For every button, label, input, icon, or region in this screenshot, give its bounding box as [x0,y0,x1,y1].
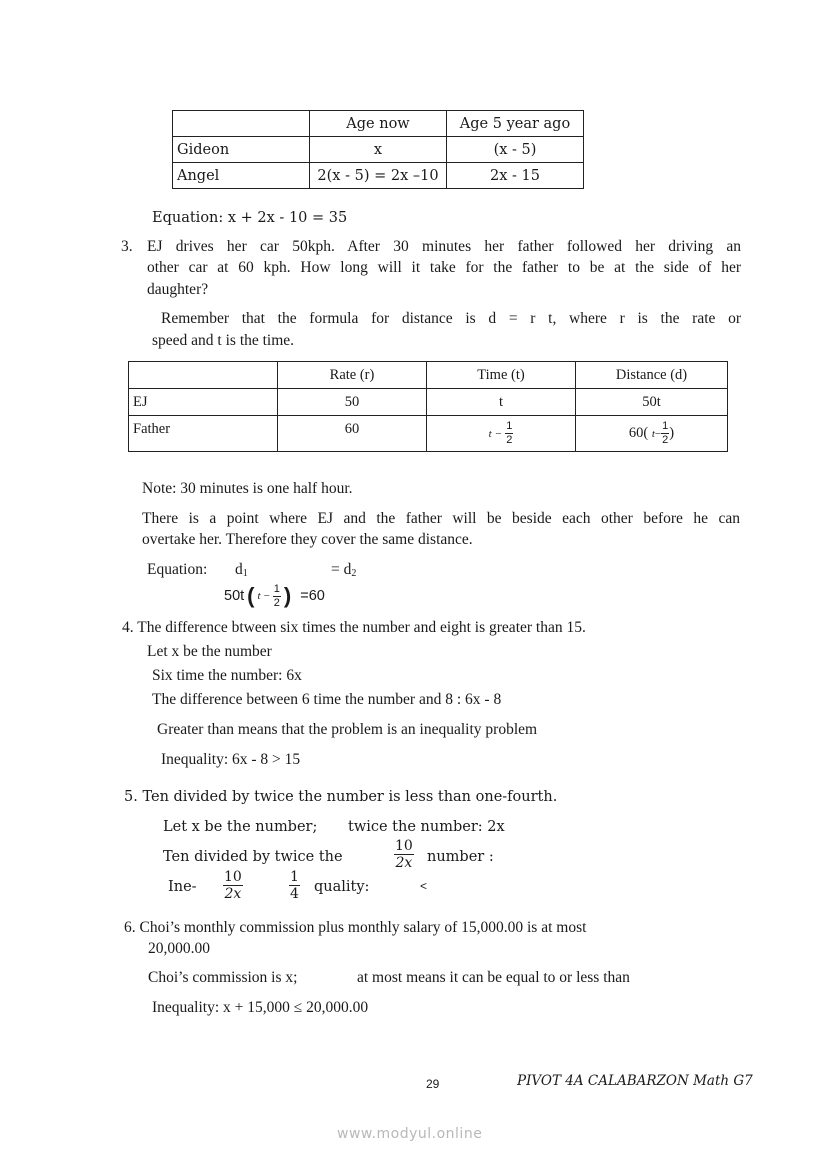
fraction: $\frac{1}{2}$ [273,582,280,609]
distance-formula-note-2: speed and t is the time. [152,332,295,349]
fraction: $\frac{1}{2}$ [506,420,513,446]
explanation-line-1: There is a point where EJ and the father will be beside each other before he can [142,510,740,527]
problem-6-inequality: Inequality: x + 15,000 ≤ 20,000.00 [152,999,369,1016]
ages-table [172,110,584,189]
fraction: $\frac{1}{2}$ [662,420,669,446]
table-row [173,163,584,189]
problem-5-let: Let x be the number; [163,819,318,835]
problem-5-ten-divided: Ten divided by twice the [163,849,343,865]
problem-5-quality: quality: [314,879,370,895]
ages-equation: Equation: x + 2x - 10 = 35 [152,210,348,226]
problem-6-title-1: 6. Choi’s monthly commission plus monthly salary of 15,000.00 is at most [124,919,587,936]
problem-4-six: Six time the number: 6x [152,667,302,684]
table-header-cell: Time (t) [427,362,576,389]
distance-table [128,361,728,452]
table-cell: 50 [278,389,427,416]
table-header-cell: Age 5 year ago [447,111,584,137]
page-number: 29 [426,1077,440,1091]
problem-3-line-2: other car at 60 kph. How long will it take for the father to be at the side of her [147,259,741,276]
watermark: www.modyul.online [337,1126,483,1142]
problem-4-title: 4. The difference btween six times the number and eight is greater than 15. [122,619,586,636]
equation-d2: = $d_2$ [331,561,357,579]
table-cell: 60 [278,416,427,452]
distance-formula-note: Remember that the formula for distance is d = r t, where r is the rate or [161,310,741,327]
problem-4-inequality: Inequality: 6x - 8 > 15 [161,751,301,768]
problem-5-twice: twice the number: 2x [348,819,505,835]
table-header-cell: Distance (d) [576,362,728,389]
problem-6-at-most: at most means it can be equal to or less than [357,969,630,986]
table-header-row [173,111,584,137]
table-row [129,416,728,452]
equation-label: Equation: [147,561,208,578]
table-header-cell [173,111,310,137]
table-cell: 2x - 15 [447,163,584,189]
table-cell: 2(x - 5) = 2x –10 [310,163,447,189]
problem-4-difference: The difference between 6 time the number and 8 : 6x - 8 [152,691,502,708]
problem-4-greater: Greater than means that the problem is an inequality problem [157,721,538,738]
table-cell: EJ [129,389,278,416]
table-cell: Father [129,416,278,452]
problem-5-number-label: number : [427,849,494,865]
table-row [129,389,728,416]
table-cell: Gideon [173,137,310,163]
problem-3-number: 3. [121,238,133,255]
table-cell: x [310,137,447,163]
problem-3-line-1: EJ drives her car 50kph. After 30 minutes her father followed her driving an [147,238,741,255]
less-than-sign: < [420,879,428,893]
table-cell: t [427,389,576,416]
problem-6-commission: Choi’s commission is x; [148,969,298,986]
fraction-10-over-2x: $\frac{10}{2x}$ [395,838,413,871]
footer-title: PIVOT 4A CALABARZON Math G7 [517,1073,753,1089]
table-header-cell [129,362,278,389]
table-header-cell: Rate (r) [278,362,427,389]
problem-3-line-3: daughter? [147,281,209,298]
table-header-cell: Age now [310,111,447,137]
problem-5-title: 5. Ten divided by twice the number is less than one-fourth. [124,789,558,805]
fraction-10-over-2x: $\frac{10}{2x}$ [224,869,242,902]
table-cell: (x - 5) [447,137,584,163]
explanation-line-2: overtake her. Therefore they cover the same distance. [142,531,473,548]
table-cell: 50t [576,389,728,416]
problem-6-title-2: 20,000.00 [148,940,210,957]
table-row [173,137,584,163]
table-cell-distance-expression: 60( t− $\frac{1}{2}$ ) [576,416,728,452]
fraction-1-over-4: $\frac{1}{4}$ [290,869,299,902]
problem-5-ine: Ine- [168,879,197,895]
equation-expanded: 50t ( t − $\frac{1}{2}$ ) =60 [224,582,325,609]
half-hour-note: Note: 30 minutes is one half hour. [142,480,353,497]
table-cell-time-expression: t − $\frac{1}{2}$ [427,416,576,452]
problem-4-let: Let x be the number [147,643,272,660]
table-header-row [129,362,728,389]
equation-d1: $d_1$ [235,561,248,579]
table-cell: Angel [173,163,310,189]
